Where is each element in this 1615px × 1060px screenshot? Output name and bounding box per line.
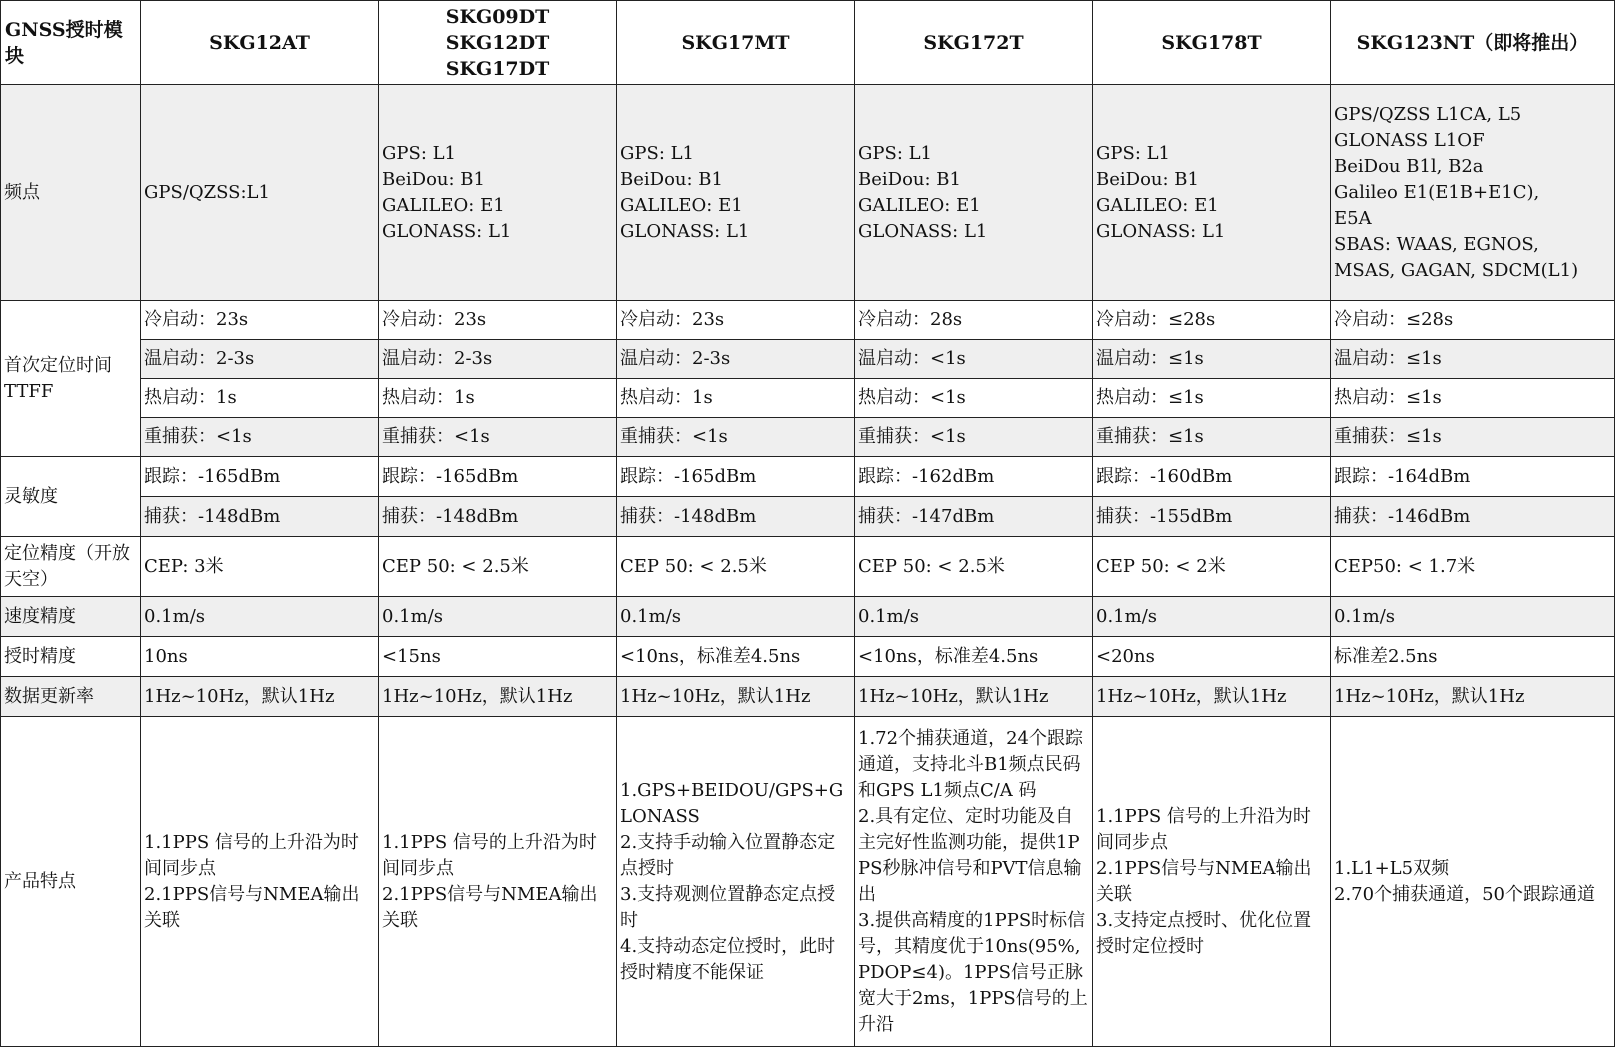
frequency-cell: GPS/QZSS L1CA, L5 GLONASS L1OF BeiDou B1l, B2a Galileo E1(E1B+E1C), E5A SBAS: WAAS, EGNOS, MSAS, GAGAN, SDCM(L1) <box>1331 85 1615 301</box>
table-corner-header: GNSS授时模块 <box>1 1 141 85</box>
features-cell: 1.L1+L5双频 2.70个捕获通道，50个跟踪通道 <box>1331 717 1615 1047</box>
update-rate-cell: 1Hz~10Hz，默认1Hz <box>617 677 855 717</box>
row-label-ttff: 首次定位时间 TTFF <box>1 301 141 457</box>
sensitivity-track-cell: 跟踪：-162dBm <box>855 457 1093 497</box>
row-label-accuracy: 定位精度（开放天空） <box>1 537 141 597</box>
row-label-features: 产品特点 <box>1 717 141 1047</box>
table-row-ttff-warm <box>1 340 1615 379</box>
sensitivity-acq-cell: 捕获：-147dBm <box>855 497 1093 537</box>
sensitivity-track-cell: 跟踪：-160dBm <box>1093 457 1331 497</box>
velocity-cell: 0.1m/s <box>1093 597 1331 637</box>
ttff-reacq-cell: 重捕获：<1s <box>617 418 855 457</box>
accuracy-cell: CEP 50: < 2米 <box>1093 537 1331 597</box>
frequency-cell: GPS/QZSS:L1 <box>141 85 379 301</box>
table-row-timing <box>1 637 1615 677</box>
table-row-ttff-reacq <box>1 418 1615 457</box>
update-rate-cell: 1Hz~10Hz，默认1Hz <box>379 677 617 717</box>
ttff-reacq-cell: 重捕获：<1s <box>141 418 379 457</box>
header-row <box>1 1 1615 85</box>
ttff-warm-cell: 温启动：2-3s <box>379 340 617 379</box>
ttff-reacq-cell: 重捕获：≤1s <box>1331 418 1615 457</box>
velocity-cell: 0.1m/s <box>855 597 1093 637</box>
update-rate-cell: 1Hz~10Hz，默认1Hz <box>855 677 1093 717</box>
model-header: SKG172T <box>855 1 1093 85</box>
model-header: SKG178T <box>1093 1 1331 85</box>
row-label-timing: 授时精度 <box>1 637 141 677</box>
update-rate-cell: 1Hz~10Hz，默认1Hz <box>1331 677 1615 717</box>
ttff-hot-cell: 热启动：1s <box>141 379 379 418</box>
model-header: SKG09DT SKG12DT SKG17DT <box>379 1 617 85</box>
frequency-cell: GPS: L1 BeiDou: B1 GALILEO: E1 GLONASS: L1 <box>379 85 617 301</box>
frequency-cell: GPS: L1 BeiDou: B1 GALILEO: E1 GLONASS: L1 <box>1093 85 1331 301</box>
velocity-cell: 0.1m/s <box>1331 597 1615 637</box>
sensitivity-track-cell: 跟踪：-164dBm <box>1331 457 1615 497</box>
table-row-velocity <box>1 597 1615 637</box>
table-row-accuracy <box>1 537 1615 597</box>
model-header: SKG12AT <box>141 1 379 85</box>
accuracy-cell: CEP 50: < 2.5米 <box>855 537 1093 597</box>
sensitivity-acq-cell: 捕获：-146dBm <box>1331 497 1615 537</box>
accuracy-cell: CEP: 3米 <box>141 537 379 597</box>
sensitivity-acq-cell: 捕获：-155dBm <box>1093 497 1331 537</box>
ttff-warm-cell: 温启动：2-3s <box>617 340 855 379</box>
model-header: SKG17MT <box>617 1 855 85</box>
ttff-warm-cell: 温启动：2-3s <box>141 340 379 379</box>
features-cell: 1.1PPS 信号的上升沿为时间同步点 2.1PPS信号与NMEA输出关联 <box>141 717 379 1047</box>
table-row-frequency <box>1 85 1615 301</box>
ttff-warm-cell: 温启动：≤1s <box>1093 340 1331 379</box>
features-cell: 1.1PPS 信号的上升沿为时间同步点 2.1PPS信号与NMEA输出关联 3.支持定点授时、优化位置授时定位授时 <box>1093 717 1331 1047</box>
ttff-hot-cell: 热启动：<1s <box>855 379 1093 418</box>
ttff-reacq-cell: 重捕获：≤1s <box>1093 418 1331 457</box>
features-cell: 1.1PPS 信号的上升沿为时间同步点 2.1PPS信号与NMEA输出关联 <box>379 717 617 1047</box>
ttff-reacq-cell: 重捕获：<1s <box>379 418 617 457</box>
ttff-hot-cell: 热启动：1s <box>379 379 617 418</box>
accuracy-cell: CEP 50: < 2.5米 <box>379 537 617 597</box>
velocity-cell: 0.1m/s <box>617 597 855 637</box>
sensitivity-acq-cell: 捕获：-148dBm <box>379 497 617 537</box>
table-row-ttff-hot <box>1 379 1615 418</box>
table-row-sensitivity-acq <box>1 497 1615 537</box>
table-row-sensitivity-track <box>1 457 1615 497</box>
sensitivity-track-cell: 跟踪：-165dBm <box>141 457 379 497</box>
accuracy-cell: CEP50: < 1.7米 <box>1331 537 1615 597</box>
table-row-update-rate <box>1 677 1615 717</box>
ttff-hot-cell: 热启动：1s <box>617 379 855 418</box>
ttff-cold-cell: 冷启动：≤28s <box>1093 301 1331 340</box>
velocity-cell: 0.1m/s <box>141 597 379 637</box>
ttff-warm-cell: 温启动：<1s <box>855 340 1093 379</box>
ttff-hot-cell: 热启动：≤1s <box>1093 379 1331 418</box>
frequency-cell: GPS: L1 BeiDou: B1 GALILEO: E1 GLONASS: L1 <box>855 85 1093 301</box>
accuracy-cell: CEP 50: < 2.5米 <box>617 537 855 597</box>
row-label-sensitivity: 灵敏度 <box>1 457 141 537</box>
timing-cell: <10ns，标准差4.5ns <box>617 637 855 677</box>
sensitivity-acq-cell: 捕获：-148dBm <box>141 497 379 537</box>
row-label-frequency: 频点 <box>1 85 141 301</box>
ttff-hot-cell: 热启动：≤1s <box>1331 379 1615 418</box>
velocity-cell: 0.1m/s <box>379 597 617 637</box>
ttff-cold-cell: 冷启动：23s <box>141 301 379 340</box>
ttff-cold-cell: 冷启动：23s <box>617 301 855 340</box>
ttff-cold-cell: 冷启动：≤28s <box>1331 301 1615 340</box>
table-row-features <box>1 717 1615 1047</box>
ttff-reacq-cell: 重捕获：<1s <box>855 418 1093 457</box>
timing-cell: 10ns <box>141 637 379 677</box>
ttff-cold-cell: 冷启动：28s <box>855 301 1093 340</box>
ttff-cold-cell: 冷启动：23s <box>379 301 617 340</box>
sensitivity-track-cell: 跟踪：-165dBm <box>379 457 617 497</box>
timing-cell: <20ns <box>1093 637 1331 677</box>
timing-cell: <10ns，标准差4.5ns <box>855 637 1093 677</box>
sensitivity-track-cell: 跟踪：-165dBm <box>617 457 855 497</box>
frequency-cell: GPS: L1 BeiDou: B1 GALILEO: E1 GLONASS: L1 <box>617 85 855 301</box>
timing-cell: <15ns <box>379 637 617 677</box>
ttff-warm-cell: 温启动：≤1s <box>1331 340 1615 379</box>
update-rate-cell: 1Hz~10Hz，默认1Hz <box>1093 677 1331 717</box>
sensitivity-acq-cell: 捕获：-148dBm <box>617 497 855 537</box>
features-cell: 1.GPS+BEIDOU/GPS+GLONASS 2.支持手动输入位置静态定点授时 3.支持观测位置静态定点授时 4.支持动态定位授时，此时授时精度不能保证 <box>617 717 855 1047</box>
timing-cell: 标准差2.5ns <box>1331 637 1615 677</box>
table-row-ttff-cold <box>1 301 1615 340</box>
model-header: SKG123NT（即将推出） <box>1331 1 1615 85</box>
update-rate-cell: 1Hz~10Hz，默认1Hz <box>141 677 379 717</box>
row-label-velocity: 速度精度 <box>1 597 141 637</box>
row-label-update-rate: 数据更新率 <box>1 677 141 717</box>
features-cell: 1.72个捕获通道，24个跟踪通道，支持北斗B1频点民码和GPS L1频点C/A 码 2.具有定位、定时功能及自主完好性监测功能，提供1PPS秒脉冲信号和PVT信息输出 3.提供高精度的1PPS时标信号，其精度优于10ns(95%, PDOP≤4)。1PPS信号正脉宽大于2ms，1PPS信号的上升沿 <box>855 717 1093 1047</box>
